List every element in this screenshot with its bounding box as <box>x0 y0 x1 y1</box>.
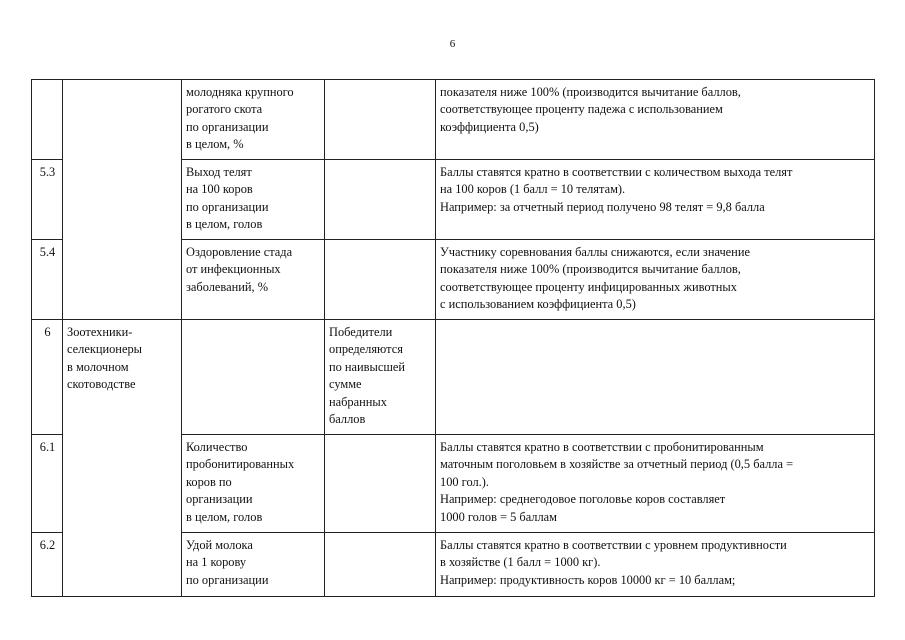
rule-cell: Победители определяются по наивысшей сумме набранных баллов <box>325 320 436 435</box>
table-row <box>32 320 875 435</box>
criterion-cell: Удой молока на 1 корову по организации <box>182 533 325 597</box>
rule-cell <box>325 533 436 597</box>
row-number: 5.3 <box>32 160 63 240</box>
description-cell: Участнику соревнования баллы снижаются, если значение показателя ниже 100% (производится вычитание баллов, соответствующее проценту инфицированных животных с использованием коэффициента 0,5) <box>436 240 875 320</box>
criterion-cell: молодняка крупного рогатого скота по организации в целом, % <box>182 80 325 160</box>
page-number: 6 <box>449 38 456 50</box>
row-number: 6.2 <box>32 533 63 597</box>
criteria-table <box>31 79 875 597</box>
criterion-cell <box>182 320 325 435</box>
criterion-cell: Количество пробонитированных коров по организации в целом, голов <box>182 435 325 533</box>
description-cell <box>436 320 875 435</box>
rule-cell <box>325 160 436 240</box>
rule-cell <box>325 435 436 533</box>
row-number: 6 <box>32 320 63 435</box>
description-cell: Баллы ставятся кратно в соответствии с пробонитированным маточным поголовьем в хозяйстве за отчетный период (0,5 балла = 100 гол.). Например: среднегодовое поголовье коров составляет 1000 голов = 5 баллам <box>436 435 875 533</box>
description-cell: Баллы ставятся кратно в соответствии с уровнем продуктивности в хозяйстве (1 балл = 1000 кг). Например: продуктивность коров 10000 кг = 10 баллам; <box>436 533 875 597</box>
criterion-cell: Оздоровление стада от инфекционных заболеваний, % <box>182 240 325 320</box>
rule-cell <box>325 80 436 160</box>
row-number: 6.1 <box>32 435 63 533</box>
criterion-cell: Выход телят на 100 коров по организации в целом, голов <box>182 160 325 240</box>
nomination-cell: Зоотехники- селекционеры в молочном скотоводстве <box>63 320 182 597</box>
rule-cell <box>325 240 436 320</box>
nomination-cell <box>63 80 182 320</box>
table-row <box>32 80 875 160</box>
description-cell: Баллы ставятся кратно в соответствии с количеством выхода телят на 100 коров (1 балл = 10 телятам). Например: за отчетный период получено 98 телят = 9,8 балла <box>436 160 875 240</box>
row-number <box>32 80 63 160</box>
description-cell: показателя ниже 100% (производится вычитание баллов, соответствующее проценту падежа с использованием коэффициента 0,5) <box>436 80 875 160</box>
row-number: 5.4 <box>32 240 63 320</box>
